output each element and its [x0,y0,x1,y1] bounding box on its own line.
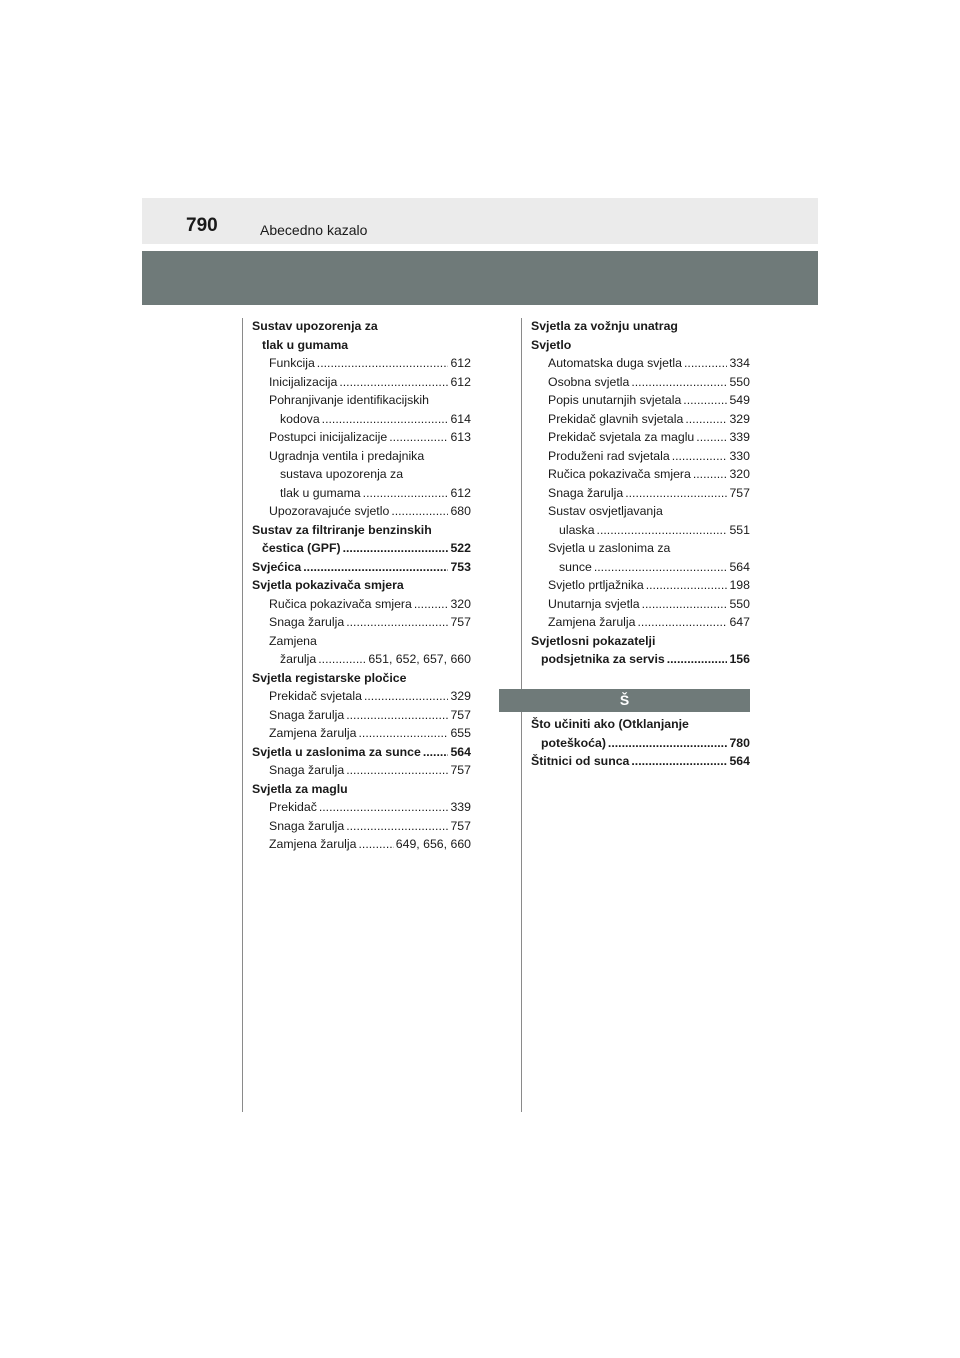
index-entry-term: Svjetlo [531,337,572,352]
index-entry-term: Popis unutarnjih svjetala [548,393,682,407]
index-entry-term: Prekidač glavnih svjetala [548,411,684,426]
index-entry-term: sustava upozorenja za [280,467,404,481]
header-band [142,251,818,305]
index-entry [531,447,750,466]
index-entry-term: Pohranjivanje identifikacijskih [269,393,429,407]
index-entry [531,632,750,651]
index-entry [252,780,471,799]
index-entry-page: 564 [450,744,471,759]
index-entry-term: Svjetla za vožnju unatrag [531,319,678,333]
index-entry-term: Sustav upozorenja za [252,319,378,333]
index-entry [252,484,471,503]
index-entry-term: podsjetnika za servis [541,652,665,666]
dot-leader [667,650,728,669]
dot-leader [597,521,728,540]
index-entry-page: 522 [450,541,471,555]
index-entry-term: Funkcija [269,356,315,370]
index-entry-term: Svjetla registarske pločice [252,670,407,685]
dot-leader [684,354,727,373]
index-entry-page: 550 [729,374,750,389]
index-entry-page: 156 [729,652,750,666]
dot-leader [642,595,728,614]
index-entry-term: Inicijalizacija [269,374,338,389]
page-header [142,198,818,244]
index-entry-page: 320 [450,596,471,611]
index-entry-page: 613 [450,430,471,444]
dot-leader [346,706,448,725]
index-entry-page: 564 [729,559,750,574]
letter-heading: Š [499,689,750,712]
index-entry-page: 198 [729,578,750,592]
index-entry-page: 614 [450,411,471,426]
index-entry [531,539,750,558]
dot-leader [346,817,448,836]
index-entry [252,391,471,410]
index-entry-term: Svjećica [252,559,302,574]
index-entry-term: tlak u gumama [262,337,349,352]
index-entry-page: 649, 656, 660 [395,837,471,851]
index-entry [531,734,750,753]
dot-leader [358,724,448,743]
dot-leader [646,576,728,595]
index-entry-term: Ručica pokazivača smjera [269,596,412,611]
index-entry [531,373,750,392]
index-entry-term: Što učiniti ako (Otklanjanje [531,717,689,731]
index-entry-term: Svjetla pokazivača smjera [252,578,404,592]
index-entry-term: Produženi rad svjetala [548,448,670,463]
index-entry-page: 655 [450,726,471,740]
dot-leader [672,447,728,466]
index-entry [252,410,471,429]
index-entry-term: Zamjena [269,633,317,648]
index-entry-page: 551 [729,522,750,537]
index-entry [531,428,750,447]
index-entry-term: Prekidač svjetala [269,689,362,703]
dot-leader [594,558,728,577]
index-entry [252,521,471,540]
index-entry [252,576,471,595]
index-entry-page: 757 [450,818,471,833]
index-entry [531,521,750,540]
dot-leader [318,650,366,669]
index-entry-term: Snaga žarulja [269,707,345,722]
index-entry-page: 757 [450,707,471,722]
index-entry-term: tlak u gumama [280,485,361,500]
index-entry-term: Svjetla u zaslonima za [548,541,671,555]
index-entry-term: Osobna svjetla [548,374,630,389]
index-entry [252,724,471,743]
dot-leader [322,410,449,429]
index-entry-term: Zamjena žarulja [269,837,357,851]
index-column-left [252,317,471,854]
index-entry [531,465,750,484]
index-entry [531,576,750,595]
index-entry-page: 550 [729,596,750,611]
index-entry-page: 612 [450,485,471,500]
index-entry [252,669,471,688]
page-number: 790 [186,215,218,236]
dot-leader [414,595,449,614]
index-entry [252,706,471,725]
index-entry-page: 612 [450,356,471,370]
index-entry-term: Unutarnja svjetla [548,596,640,611]
dot-leader [631,752,727,771]
index-entry-term: Zamjena žarulja [269,726,357,740]
index-entry [252,336,471,355]
index-entry [252,817,471,836]
index-entry-term: sunce [559,559,592,574]
index-entry [531,752,750,771]
index-entry [252,354,471,373]
index-entry [252,465,471,484]
index-entry-term: Svjetlo prtljažnika [548,578,644,592]
index-entry-term: Ručica pokazivača smjera [548,467,691,481]
index-entry [252,743,471,762]
index-entry-term: Snaga žarulja [269,615,345,629]
index-entry [531,317,750,336]
index-entry-term: žarulja [280,652,317,666]
dot-leader [343,539,449,558]
index-entry-term: Upozoravajuće svjetlo [269,504,390,518]
dot-leader [389,428,448,447]
index-entry-term: Ugradnja ventila i predajnika [269,448,425,463]
dot-leader [685,410,727,429]
index-entry [252,539,471,558]
index-entry-page: 329 [450,689,471,703]
index-entry-term: Snaga žarulja [548,485,624,500]
index-entry [531,391,750,410]
index-entry [252,447,471,466]
dot-leader [358,835,393,854]
index-column-right [531,317,750,669]
index-entry-term: Snaga žarulja [269,763,345,777]
index-entry-term: čestica (GPF) [262,541,341,555]
index-entry-term: Zamjena žarulja [548,615,636,629]
index-entry [531,558,750,577]
index-entry-term: poteškoća) [541,735,606,750]
dot-leader [637,613,727,632]
index-entry-term: Postupci inicijalizacije [269,430,388,444]
dot-leader [364,687,449,706]
dot-leader [346,613,448,632]
index-entry [252,687,471,706]
dot-leader [391,502,448,521]
index-entry-page: 612 [450,374,471,389]
index-entry [252,835,471,854]
index-entry [531,354,750,373]
index-entry [531,484,750,503]
index-entry-term: Prekidač [269,800,317,814]
index-entry-page: 339 [729,430,750,444]
index-entry-page: 780 [729,735,750,750]
index-entry [252,798,471,817]
index-entry [531,613,750,632]
index-entry-term: Snaga žarulja [269,818,345,833]
index-entry [252,317,471,336]
index-entry-page: 647 [729,615,750,629]
index-entry-term: Svjetla u zaslonima za sunce [252,744,421,759]
index-entry [531,336,750,355]
dot-leader [346,761,448,780]
index-entry-page: 680 [450,504,471,518]
dot-leader [696,428,727,447]
index-entry [252,632,471,651]
dot-leader [339,373,448,392]
index-entry-term: Svjetlosni pokazatelji [531,633,656,648]
index-entry [531,410,750,429]
index-entry-term: Automatska duga svjetla [548,356,682,370]
dot-leader [363,484,449,503]
dot-leader [608,734,728,753]
dot-leader [693,465,728,484]
section-title: Abecedno kazalo [260,222,368,238]
index-entry [252,761,471,780]
index-entry-page: 330 [729,448,750,463]
index-entry [531,715,750,734]
index-entry-term: kodova [280,411,320,426]
index-entry [252,613,471,632]
index-entry-page: 334 [729,356,750,370]
index-entry-term: Prekidač svjetala za maglu [548,430,695,444]
index-entry-term: ulaska [559,522,595,537]
index-entry [252,558,471,577]
dot-leader [625,484,727,503]
index-entry [252,595,471,614]
index-entry [531,650,750,669]
dot-leader [683,391,727,410]
dot-leader [319,798,449,817]
index-entry-page: 329 [729,411,750,426]
index-entry [252,373,471,392]
index-entry [252,650,471,669]
dot-leader [317,354,449,373]
index-entry-term: Sustav za filtriranje benzinskih [252,522,432,537]
index-entry-page: 564 [729,754,750,768]
index-entry [252,502,471,521]
index-entry-page: 757 [450,615,471,629]
index-column-letter-section [531,715,750,771]
index-entry-page: 549 [729,393,750,407]
column-divider-left [242,318,243,1112]
index-entry-page: 757 [450,763,471,777]
index-entry-page: 320 [729,467,750,481]
index-entry-term: Sustav osvjetljavanja [548,504,663,518]
dot-leader [423,743,449,762]
dot-leader [631,373,727,392]
index-entry-term: Svjetla za maglu [252,781,348,796]
column-divider-middle [521,318,522,1112]
index-entry-page: 753 [450,559,471,574]
index-entry-page: 651, 652, 657, 660 [368,652,471,666]
index-entry [531,502,750,521]
index-entry [531,595,750,614]
index-entry-term: Štitnici od sunca [531,754,630,768]
index-entry-page: 757 [729,485,750,500]
index-entry [252,428,471,447]
index-entry-page: 339 [450,800,471,814]
dot-leader [303,558,448,577]
